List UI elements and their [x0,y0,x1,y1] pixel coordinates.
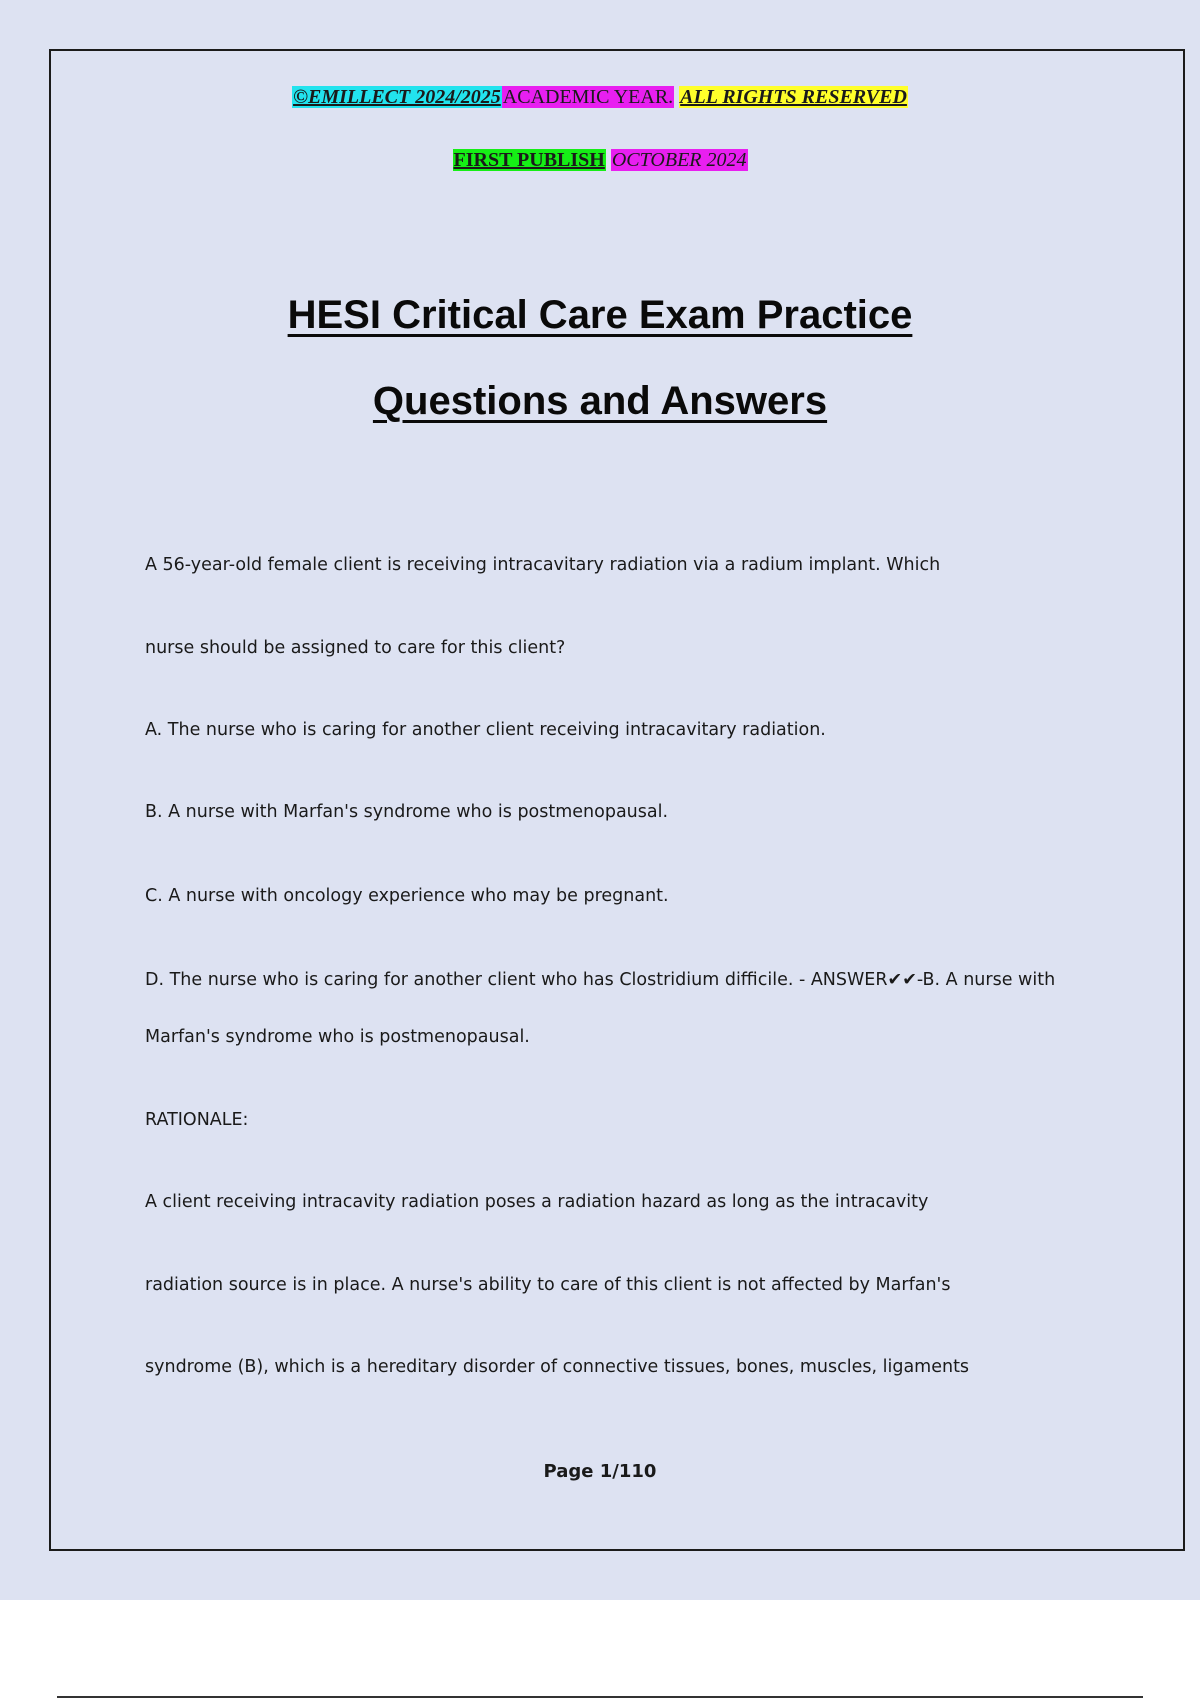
page-number: Page 1/110 [543,1461,657,1482]
rights-reserved-label: ALL RIGHTS RESERVED [680,86,907,108]
rationale-line-3: syndrome (B), which is a hereditary disorder of connective tissues, bones, muscles, ligaments [145,1357,970,1377]
option-c: C. A nurse with oncology experience who may be pregnant. [145,886,669,906]
copyright-label: ©EMILLECT 2024/2025 [293,86,501,108]
question-stem-line-2: nurse should be assigned to care for this client? [145,638,566,658]
document-title-line-1: HESI Critical Care Exam Practice [287,293,913,337]
next-page-rule [57,1696,1143,1698]
answer-continuation: Marfan's syndrome who is postmenopausal. [145,1027,530,1047]
rationale-heading: RATIONALE: [145,1110,249,1130]
rationale-line-1: A client receiving intracavity radiation poses a radiation hazard as long as the intracavity [145,1192,929,1212]
first-publish-label: FIRST PUBLISH [453,149,605,171]
document-title-line-2: Questions and Answers [372,379,828,423]
option-a: A. The nurse who is caring for another client receiving intracavitary radiation. [145,720,826,740]
option-d-with-answer: D. The nurse who is caring for another client who has Clostridium difficile. - ANSWER✔✔-B. A nurse with [145,970,1056,990]
question-stem-line-1: A 56-year-old female client is receiving intracavitary radiation via a radium implant. Which [145,555,941,575]
option-b: B. A nurse with Marfan's syndrome who is postmenopausal. [145,802,669,822]
publish-header [0,147,1200,173]
academic-year-label: ACADEMIC YEAR. [502,86,674,108]
publish-date-label: OCTOBER 2024 [611,149,747,171]
rationale-line-2: radiation source is in place. A nurse's ability to care of this client is not affected by Marfan's [145,1275,951,1295]
copyright-header [0,84,1200,110]
